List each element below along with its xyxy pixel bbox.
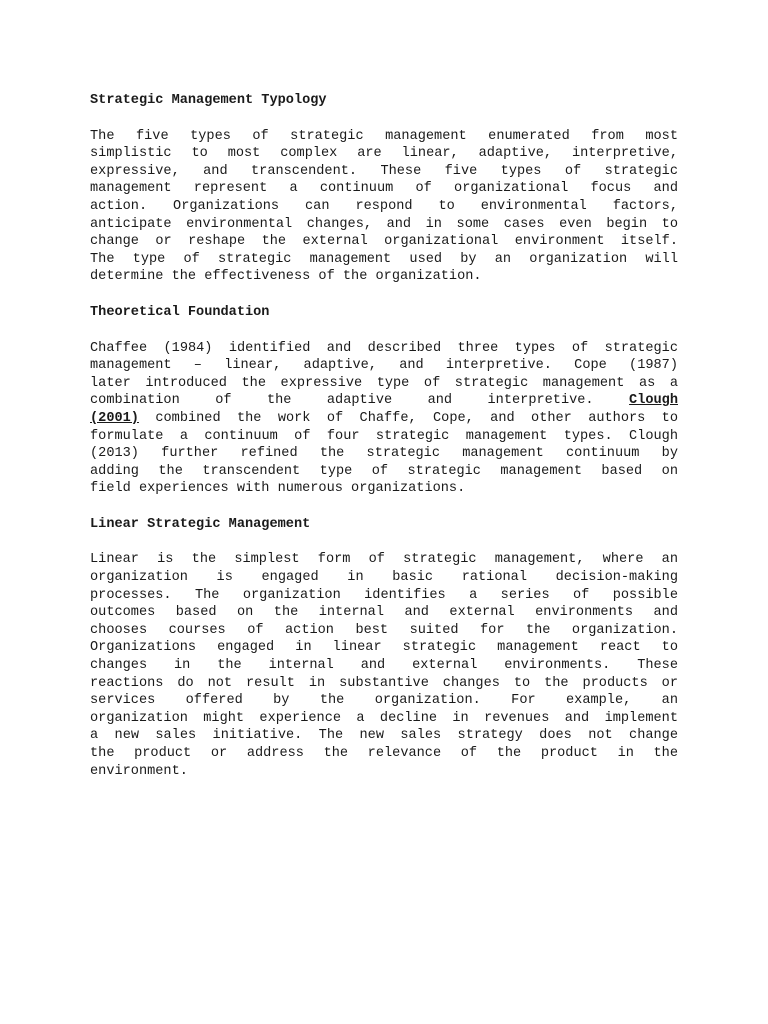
text-line: reactions do not result in substantive changes to the products or (90, 675, 678, 691)
text-line: the product or address the relevance of the product in the (90, 746, 678, 761)
text-line: The type of strategic management used by an organization will (90, 251, 678, 267)
text-line: adding the transcendent type of strategic management based on (90, 463, 678, 479)
text-line: Organizations engaged in linear strategic management react to (90, 640, 678, 656)
text-line: The five types of strategic management enumerated from most (90, 128, 678, 144)
text-line: outcomes based on the internal and external environments and (90, 605, 678, 621)
text-line: Linear is the simplest form of strategic management, where an (90, 552, 678, 568)
section-heading: Theoretical Foundation (90, 304, 270, 320)
text-line (90, 392, 678, 410)
text-segment: combined the work of Chaffe, Cope, and other authors to (155, 410, 678, 426)
text-line: Chaffee (1984) identified and described three types of strategic (90, 340, 678, 356)
citation-link-clough-2001-year[interactable]: (2001) (90, 410, 139, 426)
text-line: management represent a continuum of organizational focus and (90, 181, 678, 197)
text-line: determine the effectiveness of the organization. (90, 269, 482, 285)
section-heading: Linear Strategic Management (90, 516, 311, 532)
text-segment: combination of the adaptive and interpretive. (90, 393, 594, 409)
text-line: expressive, and transcendent. These five types of strategic (90, 163, 678, 179)
text-line: field experiences with numerous organizations. (90, 481, 466, 497)
text-line: change or reshape the external organizational environment itself. (90, 234, 678, 250)
text-line: simplistic to most complex are linear, adaptive, interpretive, (90, 146, 678, 162)
text-line: management – linear, adaptive, and interpretive. Cope (1987) (90, 358, 678, 374)
text-line: later introduced the expressive type of strategic management as a (90, 375, 678, 391)
section-heading: Strategic Management Typology (90, 93, 327, 108)
text-line: organization might experience a decline in revenues and implement (90, 710, 678, 726)
text-line: action. Organizations can respond to environmental factors, (90, 198, 678, 214)
citation-link-clough-2001[interactable]: Clough (629, 393, 678, 409)
text-line: processes. The organization identifies a series of possible (90, 587, 678, 603)
text-line: changes in the internal and external environments. These (90, 658, 678, 674)
paragraph (90, 128, 678, 286)
text-line: anticipate environmental changes, and in some cases even begin to (90, 216, 678, 232)
text-line: chooses courses of action best suited for the organization. (90, 622, 678, 638)
document-page (90, 92, 678, 798)
text-line: organization is engaged in basic rational decision-making (90, 570, 678, 586)
text-line: environment. (90, 763, 188, 779)
paragraph (90, 551, 678, 780)
paragraph (90, 340, 678, 498)
text-line (90, 410, 678, 428)
text-line: (2013) further refined the strategic management continuum by (90, 446, 678, 462)
text-line: services offered by the organization. For example, an (90, 693, 678, 709)
text-line: a new sales initiative. The new sales strategy does not change (90, 728, 678, 744)
text-line: formulate a continuum of four strategic management types. Clough (90, 428, 678, 444)
